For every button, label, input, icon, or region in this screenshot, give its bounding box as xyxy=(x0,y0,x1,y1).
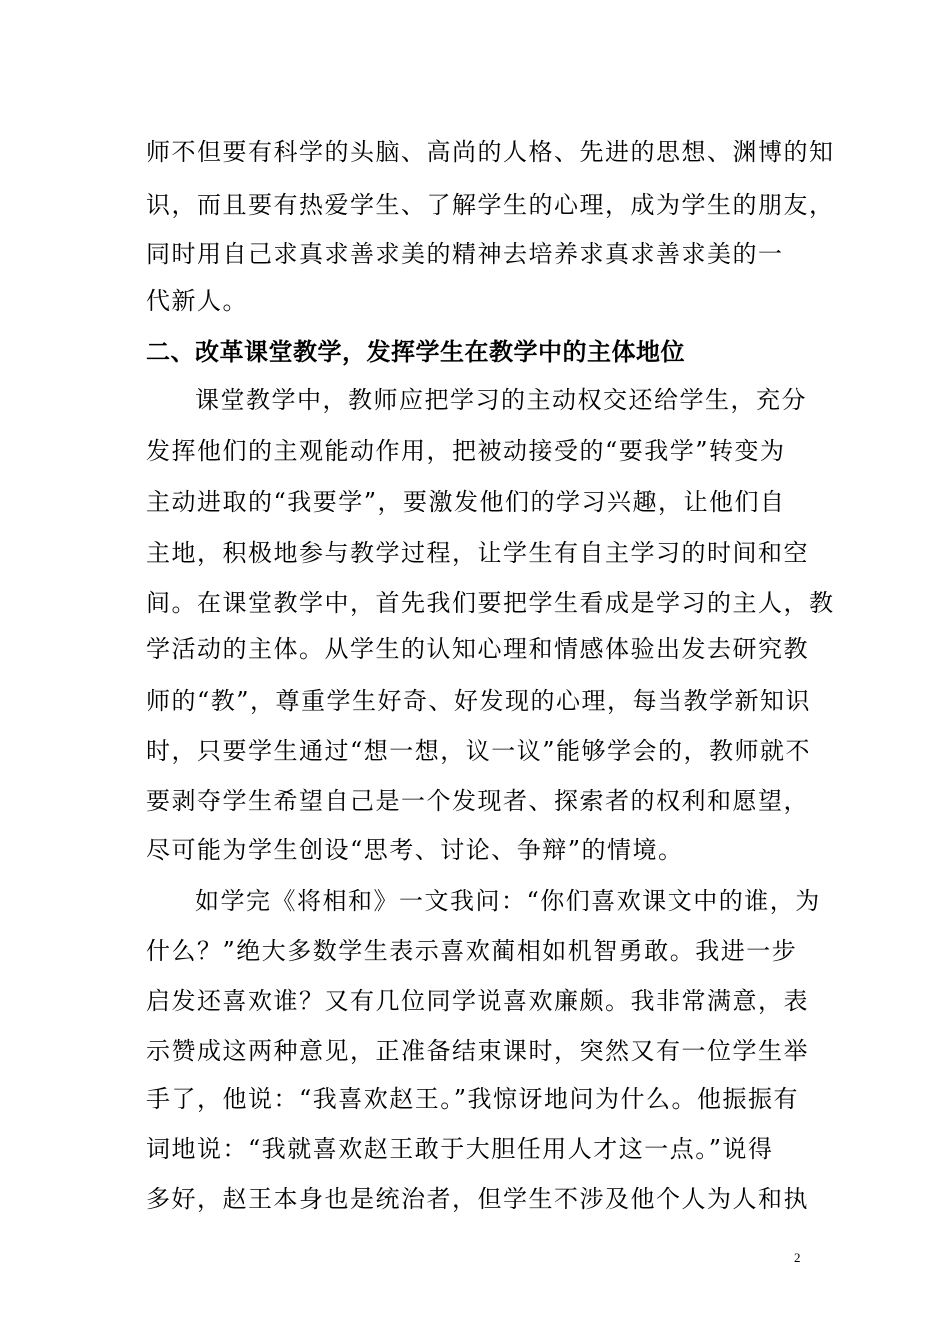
text-line: 课堂教学中，教师应把学习的主动权交还给学生，充分 xyxy=(195,386,807,414)
text-line: 代新人。 xyxy=(146,287,248,315)
text-line: 尽可能为学生创设“思考、讨论、争辩”的情境。 xyxy=(146,836,684,864)
text-line: 主动进取的“我要学”，要激发他们的学习兴趣，让他们自 xyxy=(146,488,786,516)
text-line: 学活动的主体。从学生的认知心理和情感体验出发去研究教 xyxy=(146,635,809,663)
text-line: 什么？”绝大多数学生表示喜欢蔺相如机智勇敢。我进一步 xyxy=(146,937,798,965)
text-line: 要剥夺学生希望自己是一个发现者、探索者的权利和愿望， xyxy=(146,787,809,815)
section-heading: 二、改革课堂教学，发挥学生在教学中的主体地位 xyxy=(146,338,685,366)
page-number: 2 xyxy=(794,1250,801,1265)
text-line: 间。在课堂教学中，首先我们要把学生看成是学习的主人，教 xyxy=(146,589,835,617)
text-line: 词地说：“我就喜欢赵王敢于大胆任用人才这一点。”说得 xyxy=(146,1135,774,1163)
text-line: 多好，赵王本身也是统治者，但学生不涉及他个人为人和执 xyxy=(146,1185,809,1213)
text-line: 发挥他们的主观能动作用，把被动接受的“要我学”转变为 xyxy=(146,437,786,465)
text-line: 同时用自己求真求善求美的精神去培养求真求善求美的一 xyxy=(146,240,784,268)
text-line: 师不但要有科学的头脑、高尚的人格、先进的思想、渊博的知 xyxy=(146,138,835,166)
text-line: 如学完《将相和》一文我问：“你们喜欢课文中的谁，为 xyxy=(195,887,821,915)
text-line: 手了，他说：“我喜欢赵王。”我惊讶地问为什么。他振振有 xyxy=(146,1085,800,1113)
text-line: 时，只要学生通过“想一想，议一议”能够学会的，教师就不 xyxy=(146,737,812,765)
text-line: 示赞成这两种意见，正准备结束课时，突然又有一位学生举 xyxy=(146,1037,809,1065)
text-line: 启发还喜欢谁？又有几位同学说喜欢廉颇。我非常满意，表 xyxy=(146,987,809,1015)
text-line: 师的“教”，尊重学生好奇、好发现的心理，每当教学新知识 xyxy=(146,687,812,715)
text-line: 识，而且要有热爱学生、了解学生的心理，成为学生的朋友， xyxy=(146,191,835,219)
text-line: 主地，积极地参与教学过程，让学生有自主学习的时间和空 xyxy=(146,539,809,567)
